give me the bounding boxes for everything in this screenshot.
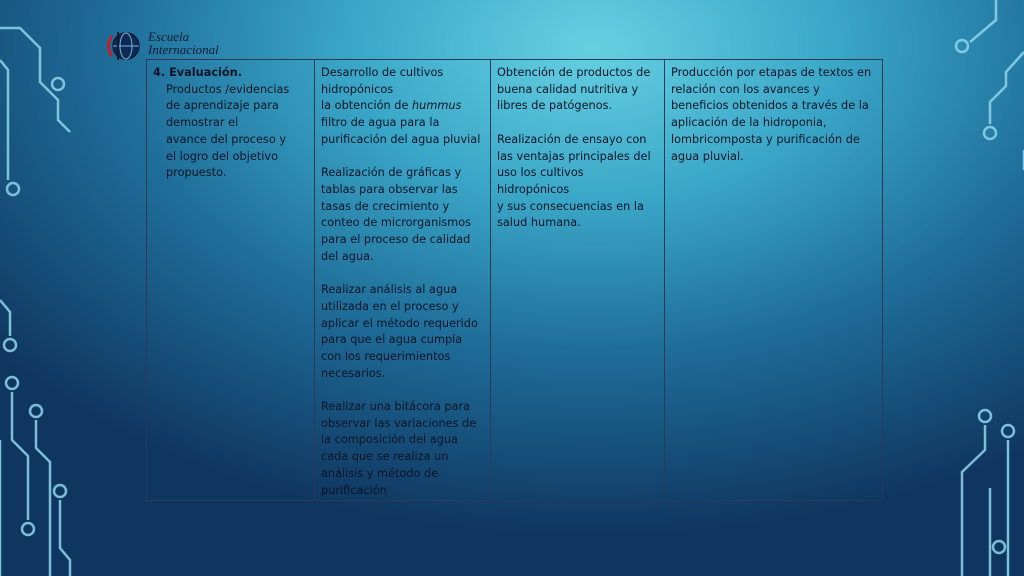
cell-production [665, 60, 883, 501]
evaluation-table-wrapper [146, 59, 879, 501]
cell-text: relación con los avances y [671, 82, 820, 96]
cell-text: libres de patógenos. [497, 99, 613, 113]
cell-text: Realizar análisis al agua [321, 283, 458, 297]
logo-line-2: Internacional [148, 42, 219, 57]
cell-text: utilizada en el proceso y [321, 299, 459, 313]
cell-text: lombricomposta y purificación de [671, 132, 860, 146]
cell-text: para que el agua cumpla [321, 333, 463, 347]
cell-text: Obtención de productos de [497, 66, 651, 79]
cell-text: beneficios obtenidos a través de la [671, 99, 869, 113]
cell-text: con los requerimientos [321, 349, 451, 363]
cell-text: las ventajas principales del [497, 149, 651, 163]
cell-text: Realización de gráficas y [321, 166, 462, 180]
cell-text: de aprendizaje para [166, 99, 279, 113]
cell-text: necesarios. [321, 366, 386, 380]
cell-text: Productos /evidencias [166, 82, 290, 96]
cell-text: agua pluvial. [671, 149, 744, 163]
cell-text: propuesto. [166, 166, 227, 180]
cell-text [321, 98, 485, 115]
cell-text: salud humana. [497, 216, 581, 230]
cell-products [491, 60, 665, 501]
cell-text: y sus consecuencias en la [497, 199, 644, 213]
cell-text: Desarrollo de cultivos [321, 66, 444, 79]
cell-evaluation [147, 60, 315, 501]
cell-text: hidropónicos [321, 82, 394, 96]
cell-text: purificación [321, 483, 387, 497]
cell-text: filtro de agua para la [321, 116, 440, 130]
cell-text: buena calidad nutritiva y [497, 82, 639, 96]
cell-text: aplicar el método requerido [321, 316, 478, 330]
cell-text: tasas de crecimiento y [321, 199, 450, 213]
cell-text: Realizar una bitácora para [321, 400, 471, 414]
cell-text: purificación del agua pluvial [321, 132, 481, 146]
cell-text: tablas para observar las [321, 182, 458, 196]
section-heading: 4. Evaluación. [153, 66, 242, 79]
cell-text: cada que se realiza un [321, 450, 449, 464]
logo-line-1: Escuela [148, 29, 190, 44]
school-name [148, 30, 219, 56]
cell-text-part: la obtención de [321, 99, 412, 113]
cell-text: la composición del agua [321, 433, 458, 447]
table-row [147, 60, 883, 501]
cell-text: análisis y método de [321, 466, 439, 480]
cell-activities [315, 60, 491, 501]
evaluation-table [146, 59, 883, 501]
cell-text: avance del proceso y [166, 132, 287, 146]
cell-text: para el proceso de calidad [321, 233, 471, 247]
cell-text: aplicación de la hidroponia, [671, 116, 827, 130]
cell-text: observar las variaciones de [321, 416, 477, 430]
cell-text: Realización de ensayo con [497, 132, 647, 146]
cell-text: Producción por etapas de textos en [671, 66, 872, 79]
cell-text: el logro del objetivo [166, 149, 278, 163]
emphasis-text: hummus [412, 99, 462, 113]
cell-text: del agua. [321, 249, 374, 263]
cell-text: conteo de microrganismos [321, 216, 472, 230]
cell-text: uso los cultivos hidropónicos [497, 166, 584, 196]
cell-text: demostrar el [166, 116, 239, 130]
